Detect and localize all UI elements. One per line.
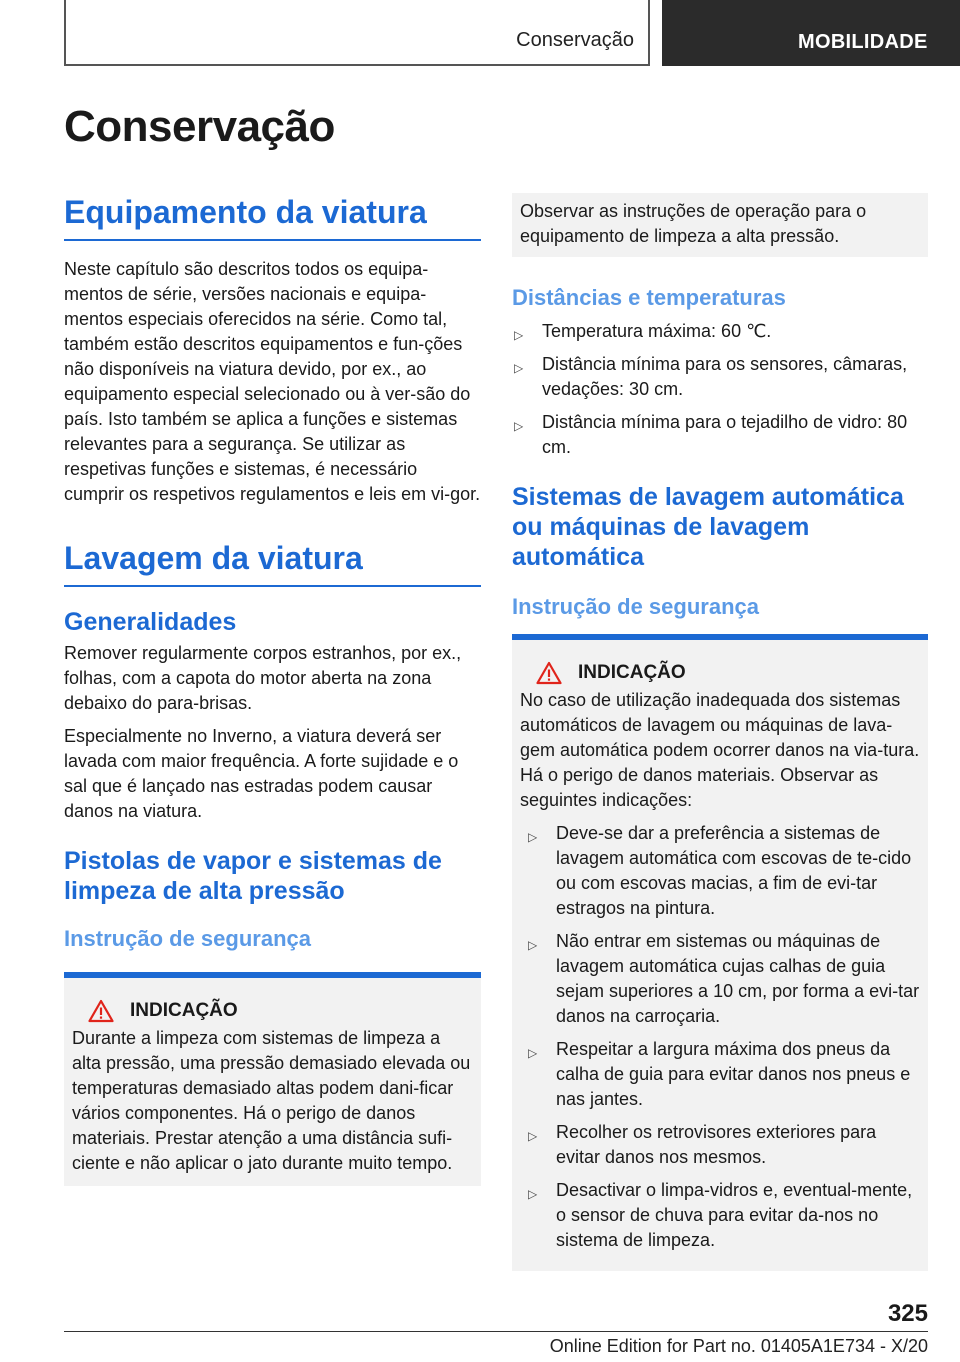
left-note-label: INDICAÇÃO xyxy=(130,1000,238,1021)
left-note-box xyxy=(64,972,481,1186)
wash-heading: Lavagem da viatura xyxy=(64,539,481,587)
general-heading: Generalidades xyxy=(64,608,237,636)
list-item: ▷ Distância mínima para o tejadilho de vidro: 80 cm. xyxy=(514,412,908,457)
list-item: ▷ Não entrar em sistemas ou máquinas de lavagem automática cujas calhas de guia sejam superiores a 10 cm, por forma a evi-tar danos na carroçaria. xyxy=(528,931,920,1026)
right-note-header xyxy=(520,660,920,686)
list-item: ▷ Temperatura máxima: 60 ℃. xyxy=(512,319,928,344)
steam-heading: Pistolas de vapor e sistemas de limpeza de alta pressão xyxy=(64,847,442,905)
page-number: 325 xyxy=(887,1300,928,1327)
triangle-bullet-icon: ▷ xyxy=(514,328,524,342)
header-chapter-title: MOBILIDADE xyxy=(798,31,928,53)
triangle-bullet-icon: ▷ xyxy=(528,1046,538,1060)
header-section-title: Conservação xyxy=(516,29,634,51)
wash-system-heading: Sistemas de lavagem automática ou máquinas de lavagem automática xyxy=(512,483,904,571)
right-note-box xyxy=(512,634,928,1271)
footer-edition: Online Edition for Part no. 01405A1E734 - X/20 xyxy=(549,1336,928,1356)
list-item: ▷ Deve-se dar a preferência a sistemas de lavagem automática com escovas de te-cido ou com escovas macias, a fim de evi-tar estragos na pintura. xyxy=(528,823,912,918)
triangle-bullet-icon: ▷ xyxy=(528,830,538,844)
header-chapter-tab xyxy=(662,0,960,66)
left-safety-heading: Instrução de segurança xyxy=(64,926,311,951)
warning-triangle-icon xyxy=(536,661,562,685)
footer-divider xyxy=(64,1331,928,1332)
dist-list xyxy=(512,319,928,460)
triangle-bullet-icon: ▷ xyxy=(514,361,524,375)
general-paragraph-2: Especialmente no Inverno, a viatura deverá ser lavada com maior frequência. A forte sujidade e o sal que é lançado nas estradas podem causar danos na viatura. xyxy=(64,726,459,821)
list-item: ▷ Distância mínima para os sensores, câmaras, vedações: 30 cm. xyxy=(514,354,908,399)
right-safety-heading: Instrução de segurança xyxy=(512,594,759,619)
triangle-bullet-icon: ▷ xyxy=(514,419,524,433)
left-column xyxy=(64,193,481,1186)
list-item: ▷ Desactivar o limpa-vidros e, eventual-mente, o sensor de chuva para evitar da-nos no sistema de limpeza. xyxy=(528,1180,913,1250)
note-list xyxy=(520,821,920,1253)
equip-heading: Equipamento da viatura xyxy=(64,193,481,241)
list-item: ▷ Recolher os retrovisores exteriores para evitar danos nos mesmos. xyxy=(528,1122,877,1167)
right-note-label: INDICAÇÃO xyxy=(578,662,686,683)
triangle-bullet-icon: ▷ xyxy=(528,1129,538,1143)
triangle-bullet-icon: ▷ xyxy=(528,938,538,952)
general-paragraph-1: Remover regularmente corpos estranhos, por ex., folhas, com a capota do motor aberta na zona debaixo do para-brisas. xyxy=(64,643,462,713)
dist-heading: Distâncias e temperaturas xyxy=(512,285,786,310)
list-item: ▷ Respeitar a largura máxima dos pneus da calha de guia para evitar danos nos pneus e nas jantes. xyxy=(528,1039,911,1109)
right-note-text: No caso de utilização inadequada dos sistemas automáticos de lavagem ou máquinas de lava-gem automática podem ocorrer danos na via-tura. Há o perigo de danos materiais. Observar as seguintes indicações: xyxy=(520,690,920,810)
warning-triangle-icon xyxy=(88,999,114,1023)
observe-box xyxy=(512,193,928,257)
header-section-box xyxy=(64,0,650,66)
page-title: Conservação xyxy=(64,102,335,151)
right-column xyxy=(512,193,928,1271)
left-note-header xyxy=(72,998,473,1024)
observe-text: Observar as instruções de operação para o equipamento de limpeza a alta pressão. xyxy=(520,201,867,246)
triangle-bullet-icon: ▷ xyxy=(528,1187,538,1201)
left-note-text: Durante a limpeza com sistemas de limpeza a alta pressão, uma pressão demasiado elevada ou temperaturas demasiado altas podem dani-ficar vários componentes. Há o perigo de danos materiais. Prestar atenção a uma distância sufi-ciente e não aplicar o jato durante muito tempo. xyxy=(72,1028,471,1173)
equip-paragraph: Neste capítulo são descritos todos os equipa-mentos de série, versões nacionais e equipa-mentos especiais oferecidos na série. Como tal, também estão descritos equipamentos e fun-ções não disponíveis na viatura devido, por ex., ao equipamento especial selecionado ou à ver-são do país. Isto também se aplica a funções e sistemas relevantes para a segurança. Se utilizar as respetivas funções e sistemas, é necessário cumprir os respetivos regulamentos e leis em vi-gor. xyxy=(64,259,481,504)
